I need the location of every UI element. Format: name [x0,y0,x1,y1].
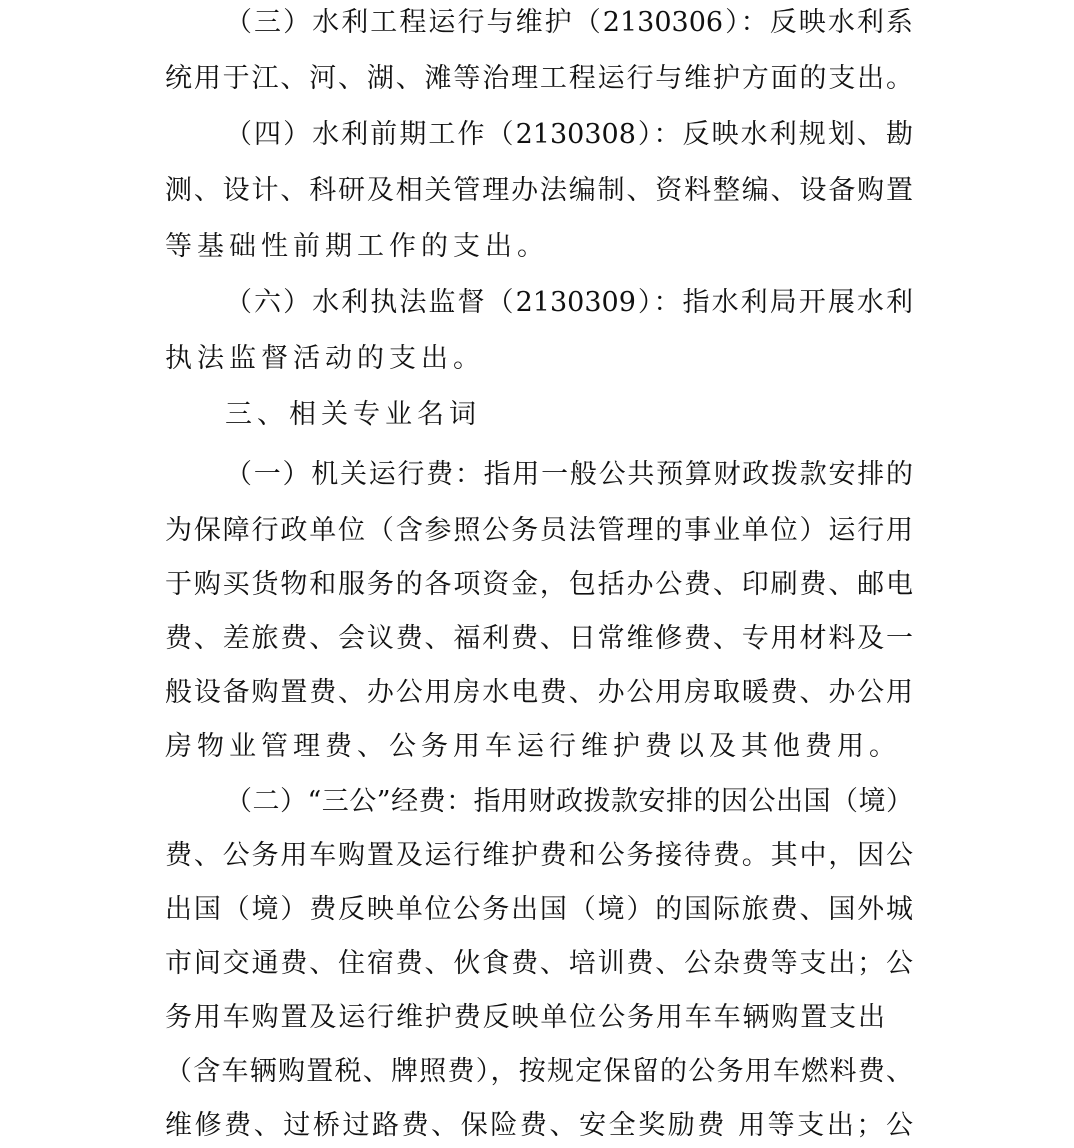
paragraph-line: 般设备购置费、办公用房水电费、办公用房取暖费、办公用 [165,677,913,708]
section-heading: 三、相关专业名词 [225,399,481,430]
paragraph-line: 统用于江、河、湖、滩等治理工程运行与维护方面的支出。 [165,63,913,94]
paragraph-line: （一）机关运行费：指用一般公共预算财政拨款安排的 [225,459,913,490]
paragraph-line: 为保障行政单位（含参照公务员法管理的事业单位）运行用 [165,515,913,546]
paragraph-line: （六）水利执法监督（2130309）：指水利局开展水利 [225,287,913,318]
paragraph-line: 费、公务用车购置及运行维护费和公务接待费。其中，因公 [165,840,913,871]
paragraph-line: 于购买货物和服务的各项资金，包括办公费、印刷费、邮电 [165,569,913,600]
paragraph-line: 务用车购置及运行维护费反映单位公务用车车辆购置支出 [165,1002,885,1033]
paragraph-line: 市间交通费、住宿费、伙食费、培训费、公杂费等支出；公 [165,948,913,979]
paragraph-line: 等基础性前期工作的支出。 [165,231,549,262]
paragraph-line: （四）水利前期工作（2130308）：反映水利规划、勘 [225,119,913,150]
paragraph-line: 出国（境）费反映单位公务出国（境）的国际旅费、国外城 [165,894,913,925]
paragraph-line: 维修费、过桥过路费、保险费、安全奖励费 用等支出；公 [165,1110,913,1141]
paragraph-line: （三）水利工程运行与维护（2130306）：反映水利系 [225,7,913,38]
paragraph-line: 房物业管理费、公务用车运行维护费以及其他费用。 [165,731,901,762]
paragraph-line: （含车辆购置税、牌照费），按规定保留的公务用车燃料费、 [165,1056,913,1087]
paragraph-line: 测、设计、科研及相关管理办法编制、资料整编、设备购置 [165,175,913,206]
paragraph-line: （二）“三公”经费：指用财政拨款安排的因公出国（境） [225,786,913,817]
paragraph-line: 执法监督活动的支出。 [165,343,485,374]
paragraph-line: 费、差旅费、会议费、福利费、日常维修费、专用材料及一 [165,623,913,654]
